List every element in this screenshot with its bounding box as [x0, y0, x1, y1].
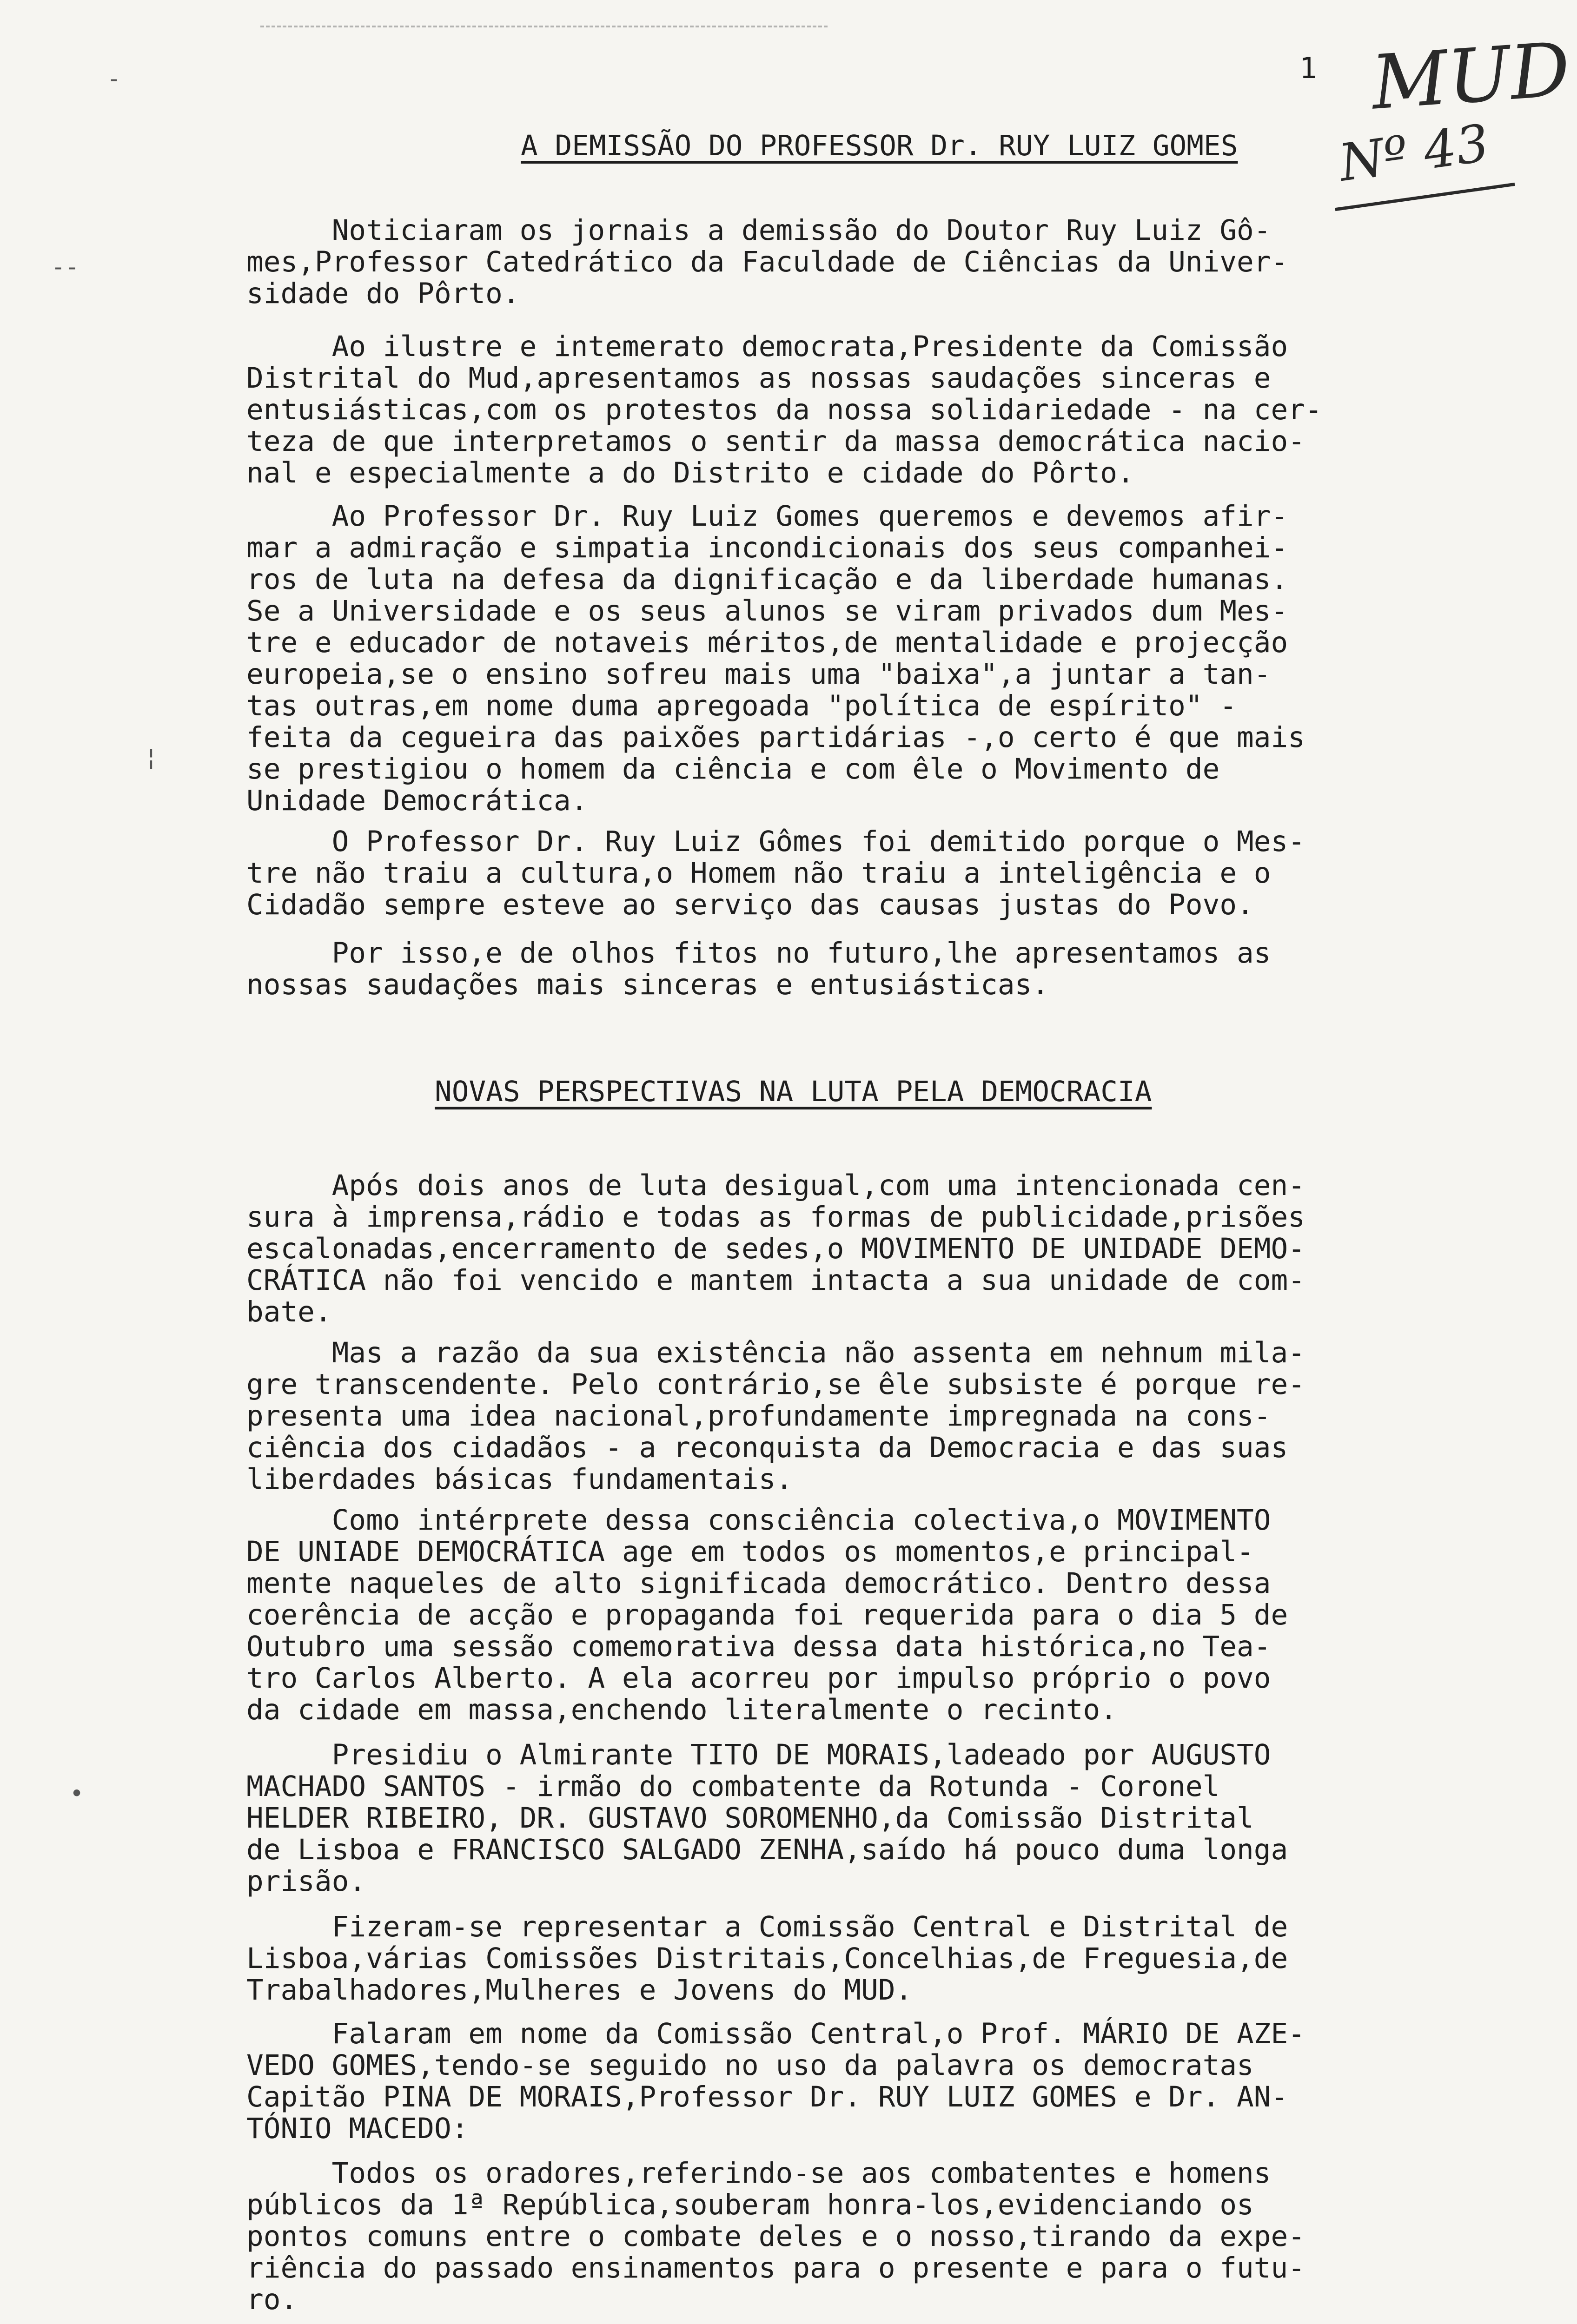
margin-mark: -- — [51, 253, 80, 280]
article1-paragraph-3: Ao Professor Dr. Ruy Luiz Gomes queremos e devemos afir- mar a admiração e simpatia incondicionais dos seus companhei- ros de luta na defesa da dignificação e da liberdade humanas. Se a Universidade e os seus alunos se viram privados dum Mes- tre e educador de notaveis méritos,de mentalidade e projecção europeia,se o ensino sofreu mais uma "baixa",a juntar a tan- tas outras,em nome duma apregoada "política de espírito" - feita da cegueira das paixões partidárias -,o certo é que mais se prestigiou o homem da ciência e com êle o Movimento de Unidade Democrática. — [246, 500, 1305, 817]
article2-paragraph-7: Todos os oradores,referindo-se aos combatentes e homens públicos da 1ª República,souberam honra-los,evidenciando os pontos comuns entre o combate deles e o nosso,tirando da expe- riência do passado ensinamentos para o presente e para o futu- ro. — [246, 2157, 1305, 2316]
article1-paragraph-1: Noticiaram os jornais a demissão do Doutor Ruy Luiz Gô- mes,Professor Catedrático da Faculdade de Ciências da Univer- sidade do Pôrto. — [246, 214, 1288, 310]
page-number: 1 — [1299, 51, 1317, 85]
article1-paragraph-4: O Professor Dr. Ruy Luiz Gômes foi demitido porque o Mes- tre não traiu a cultura,o Homem não traiu a inteligência e o Cidadão sempre esteve ao serviço das causas justas do Povo. — [246, 825, 1305, 921]
article2-paragraph-3: Como intérprete dessa consciência colectiva,o MOVIMENTO DE UNIADE DEMOCRÁTICA age em todos os momentos,e principal- mente naqueles de alto significada democrático. Dentro dessa coerência de acção e propaganda foi requerida para o dia 5 de Outubro uma sessão comemorativa dessa data histórica,no Tea- tro Carlos Alberto. A ela acorreu por impulso próprio o povo da cidade em massa,enchendo literalmente o recinto. — [246, 1504, 1288, 1726]
article1-paragraph-5: Por isso,e de olhos fitos no futuro,lhe apresentamos as nossas saudações mais sinceras e entusiásticas. — [246, 937, 1271, 1001]
article2-paragraph-2: Mas a razão da sua existência não assenta em nehnum mila- gre transcendente. Pelo contrário,se êle subsiste é porque re- presenta uma idea nacional,profundamente impregnada na cons- ciência dos cidadãos - a reconquista da Democracia e das suas liberdades básicas fundamentais. — [246, 1336, 1305, 1496]
margin-mark: • — [70, 1780, 84, 1807]
margin-mark: - — [107, 65, 121, 92]
handwritten-reference: Nº 43 — [1335, 113, 1493, 193]
article2-title: NOVAS PERSPECTIVAS NA LUTA PELA DEMOCRACIA — [435, 1075, 1152, 1108]
article2-paragraph-1: Após dois anos de luta desigual,com uma intencionada cen- sura à imprensa,rádio e todas as formas de publicidade,prisões escalonadas,encerramento de sedes,o MOVIMENTO DE UNIDADE DEMO- CRÁTICA não foi vencido e mantem intacta a sua unidade de com- bate. — [246, 1169, 1305, 1328]
handwritten-code: MUD — [1368, 26, 1573, 126]
top-edge-smudge — [260, 26, 828, 27]
article2-paragraph-4: Presidiu o Almirante TITO DE MORAIS,ladeado por AUGUSTO MACHADO SANTOS - irmão do combatente da Rotunda - Coronel HELDER RIBEIRO, DR. GUSTAVO SOROMENHO,da Comissão Distrital de Lisboa e FRANCISCO SALGADO ZENHA,saído há pouco duma longa prisão. — [246, 1738, 1288, 1898]
article2-paragraph-5: Fizeram-se representar a Comissão Central e Distrital de Lisboa,várias Comissões Distritais,Concelhias,de Freguesia,de Trabalhadores,Mulheres e Jovens do MUD. — [246, 1910, 1288, 2007]
margin-mark: ¦ — [144, 744, 159, 771]
article1-title: A DEMISSÃO DO PROFESSOR Dr. RUY LUIZ GOMES — [521, 129, 1238, 162]
article1-paragraph-2: Ao ilustre e intemerato democrata,Presidente da Comissão Distrital do Mud,apresentamos as nossas saudações sinceras e entusiásticas,com os protestos da nossa solidariedade - na cer- teza de que interpretamos o sentir da massa democrática nacio- nal e especialmente a do Distrito e cidade do Pôrto. — [246, 330, 1322, 489]
article2-paragraph-6: Falaram em nome da Comissão Central,o Prof. MÁRIO DE AZE- VEDO GOMES,tendo-se seguido no uso da palavra os democratas Capitão PINA DE MORAIS,Professor Dr. RUY LUIZ GOMES e Dr. AN- TÓNIO MACEDO: — [246, 2017, 1305, 2145]
